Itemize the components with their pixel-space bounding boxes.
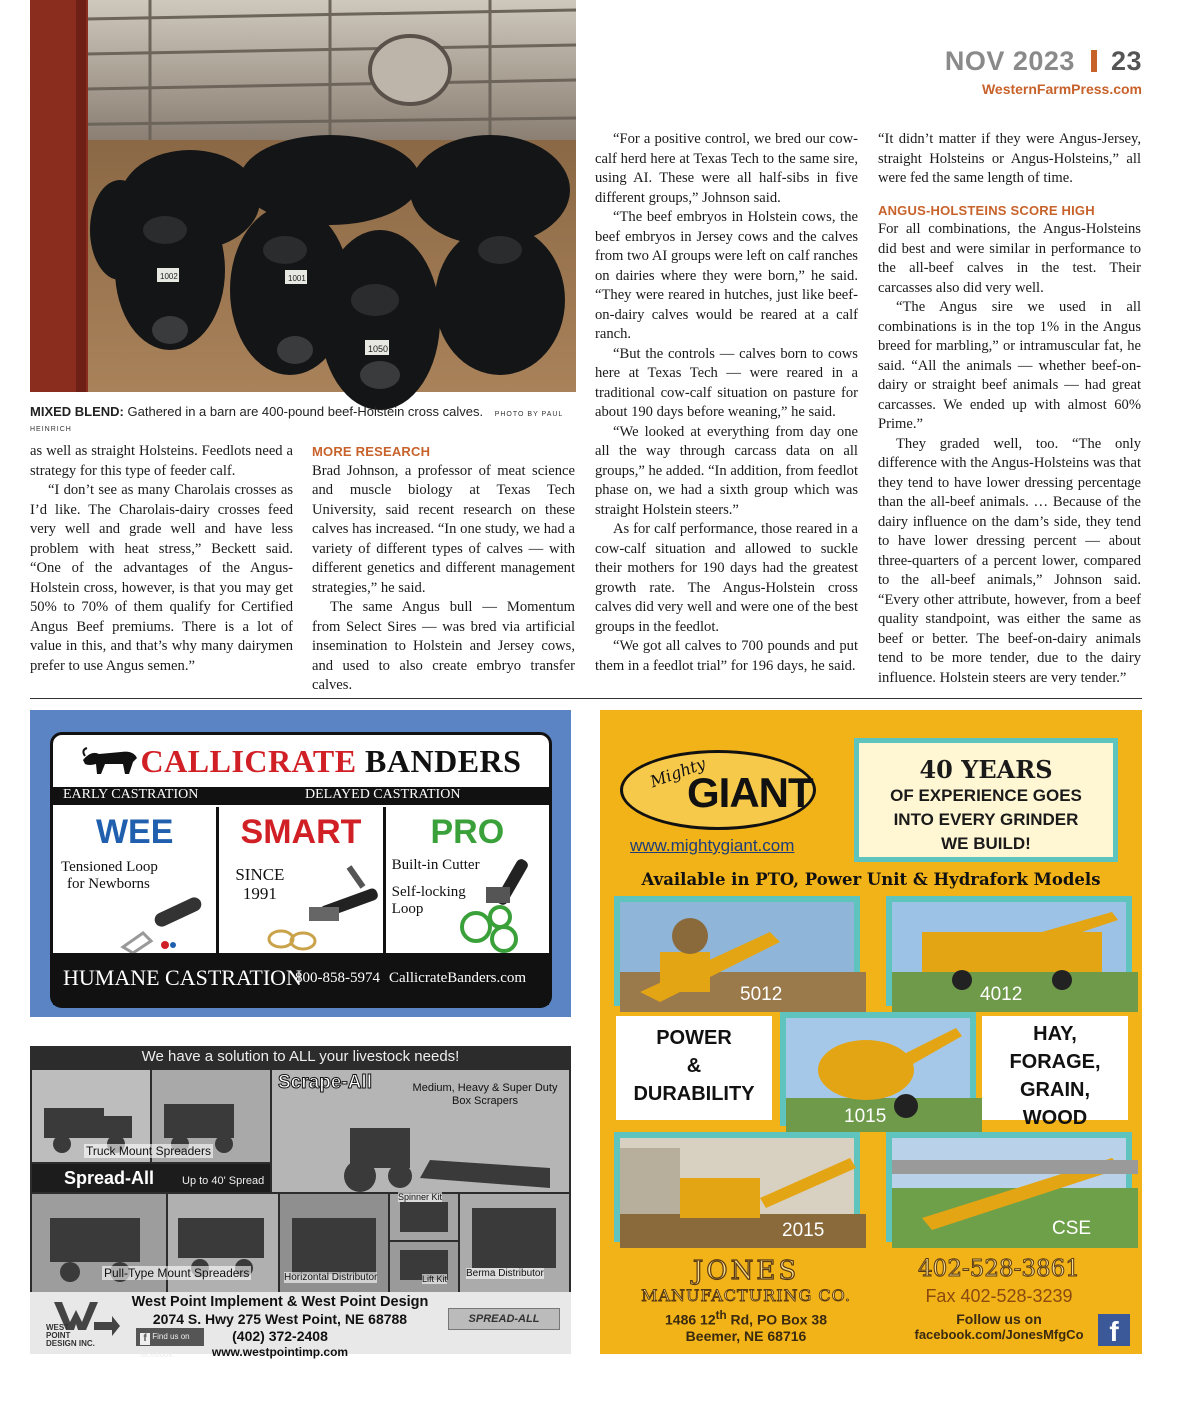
wee-desc-1: Tensioned Loop [61, 859, 158, 875]
ad-mighty-giant[interactable] [600, 710, 1142, 1354]
photo-credit: PHOTO BY PAUL HEINRICH [30, 411, 564, 433]
subhead-angus-holsteins: ANGUS-HOLSTEINS SCORE HIGH [878, 202, 1095, 218]
paragraph: “It didn’t matter if they were Angus-Jersey, straight Holsteins or Angus-Holsteins,” all were fed the same length of time. [878, 131, 1141, 186]
grinder-4012-photo [886, 896, 1132, 1006]
pro-desc-3: Loop [391, 901, 424, 917]
address-rest: Rd, PO Box 38 [726, 1311, 827, 1328]
box-scrapers-line-1: Medium, Heavy & Super Duty [412, 1082, 558, 1094]
paragraph: “The Angus sire we used in all combinations is in the top 1% in the Angus breed for marbling,” or intramuscular fat, he said. “All the animals — whether beef-on-dairy or straight beef animals — had great carcasses. We ended up with almost 60% Prime.” [878, 299, 1141, 432]
hay-forage-box [982, 1016, 1128, 1129]
truck-mount-label: Truck Mount Spreaders [86, 1144, 211, 1158]
header-divider [1091, 50, 1097, 72]
grinder-1015-photo [780, 1012, 976, 1126]
brand-black: BANDERS [365, 743, 522, 779]
conveyor-cse-image [892, 1138, 1138, 1248]
mighty-giant-website[interactable]: www.mightygiant.com [630, 836, 795, 855]
caption-lead: MIXED BLEND: [30, 404, 124, 419]
logo-giant: GIANT [687, 769, 813, 816]
model-cse-label: CSE [1052, 1218, 1092, 1239]
product-columns [53, 807, 549, 957]
callicrate-footer [53, 953, 549, 1005]
wee-bander-icon [113, 897, 213, 957]
pull-type-label: Pull-Type Mount Spreaders [104, 1266, 250, 1280]
experience-line-3: WE BUILD! [941, 834, 1031, 853]
facebook-icon[interactable]: f [1098, 1314, 1130, 1346]
ear-tag-2: 1001 [288, 274, 306, 283]
brand-red: CALLICRATE [140, 743, 357, 779]
callicrate-website[interactable]: CallicrateBanders.com [389, 970, 527, 986]
scrape-all-label: Scrape-All [278, 1072, 372, 1093]
power-durability-box [616, 1016, 772, 1120]
product-wee [53, 807, 219, 957]
facebook-icon: f [140, 1333, 150, 1345]
model-4012-label: 4012 [980, 984, 1023, 1005]
power-line-1: POWER [656, 1027, 732, 1049]
available-models: Available in PTO, Power Unit & Hydrafork Models [641, 870, 1101, 889]
pro-desc-2: Self-locking [391, 884, 466, 900]
product-smart [219, 807, 385, 957]
power-line-3: DURABILITY [633, 1083, 755, 1105]
wee-title: WEE [95, 813, 174, 851]
product-pro [386, 807, 549, 957]
mighty-giant-logo [620, 750, 816, 830]
section-divider [30, 698, 1142, 699]
ear-tag-1: 1002 [160, 272, 178, 281]
wee-desc-2: for Newborns [67, 876, 150, 892]
spread-all-label: Spread-All [64, 1168, 155, 1188]
subhead-more-research: MORE RESEARCH [312, 444, 431, 459]
smart-desc-1: SINCE [235, 865, 285, 884]
paragraph: “But the controls — calves born to cows here at Texas Tech — were reared in a traditional cow-calf situation on pasture for about 190 days before weaning,” he said. [595, 345, 858, 420]
bull-icon [81, 746, 139, 776]
article-column-3 [595, 130, 858, 676]
paragraph: The same Angus bull — Momentum from Select Sires — was bred via artificial insemination to Holstein and Jersey cows, and used to also create embryo transfer calves. [312, 599, 575, 693]
hay-line-3: GRAIN, [1020, 1079, 1090, 1101]
jones-fax: Fax 402-528-3239 [925, 1286, 1073, 1306]
castration-bar [53, 787, 549, 805]
logo-mighty: Mighty [647, 753, 709, 792]
page-header [945, 46, 1142, 97]
delayed-castration-label: DELAYED CASTRATION [305, 787, 461, 802]
wp-website[interactable]: www.westpointimp.com [211, 1345, 349, 1359]
grinder-2015-image [620, 1138, 866, 1248]
hay-line-2: FORAGE, [1009, 1051, 1101, 1073]
hay-line-1: HAY, [1033, 1023, 1077, 1045]
power-line-2: & [686, 1055, 702, 1077]
ad-brand [53, 743, 549, 780]
jones-address-line-2: Beemer, NE 68716 [685, 1327, 807, 1344]
article-column-4 [878, 130, 1141, 688]
box-scrapers-label [410, 1082, 560, 1108]
jones-phone[interactable]: 402-528-3861 [918, 1256, 1080, 1282]
experience-line-1: OF EXPERIENCE GOES [890, 786, 1082, 805]
pro-desc-1: Built-in Cutter [391, 857, 480, 873]
wp-phone[interactable]: (402) 372-2408 [232, 1328, 328, 1344]
paragraph: “For a positive control, we bred our cow-calf herd here at Texas Tech to the same sire, using AI. These were all half-sibs in five different groups,” Johnson said. [595, 131, 858, 206]
address-suffix: th [715, 1309, 727, 1322]
logo-line-2: POINT [46, 1331, 71, 1340]
jones-mfg: MANUFACTURING CO. [641, 1286, 851, 1305]
paragraph: For all combinations, the Angus-Holsteins did best and were similar in performance to the all-beef calves in the test. Their carcasses also did very well. [878, 221, 1141, 296]
west-point-footer [30, 1292, 571, 1359]
spread-all-badge: SPREAD-ALL [448, 1308, 560, 1330]
smart-bander-icon [259, 857, 384, 957]
horizontal-distributor-label: Horizontal Distributor [284, 1272, 378, 1283]
smart-title: SMART [240, 813, 362, 851]
jones-address-line-1 [620, 1309, 872, 1328]
facebook-badge-text: Find us on facebook. [140, 1332, 190, 1359]
wp-company-name: West Point Implement & West Point Design [131, 1294, 429, 1310]
photo-caption [30, 404, 576, 434]
cattle-photo [30, 0, 576, 392]
pro-title: PRO [430, 813, 505, 851]
spinner-kit-label: Spinner Kit [398, 1192, 443, 1202]
wp-tagline: We have a solution to ALL your livestock needs! [141, 1048, 460, 1065]
experience-box [854, 738, 1118, 862]
humane-castration: HUMANE CASTRATION [63, 965, 302, 990]
up-to-spread-label: Up to 40' Spread [182, 1175, 265, 1187]
paragraph: As for calf performance, those reared in a cow-calf situation and allowed to suckle their mothers for 190 days had the greatest growth rate. The Angus-Holstein cross calves did very well and were one of the best groups in the feedlot. [595, 521, 858, 635]
grinder-5012-photo [614, 896, 860, 1006]
cattle-illustration [30, 0, 576, 392]
lift-kit-label: Lift Kit [422, 1274, 448, 1284]
paragraph: “We got all calves to 700 pounds and put them in a feedlot trial” for 196 days, he said. [595, 638, 858, 674]
west-point-logo [40, 1300, 120, 1346]
conveyor-cse-photo [886, 1132, 1132, 1242]
model-2015-label: 2015 [782, 1220, 825, 1241]
paragraph: “We looked at everything from day one all the way through carcass data on all groups,” he added. “In addition, from feedlot phase on, we had a sixth group which was straight Holstein steers.” [595, 423, 859, 518]
model-1015-label: 1015 [844, 1106, 887, 1127]
box-scrapers-line-2: Box Scrapers [451, 1095, 519, 1107]
forty-years: 40 YEARS [919, 755, 1053, 784]
jones-name: JONES [692, 1256, 800, 1286]
article-column-1 [30, 442, 293, 676]
paragraph: Brad Johnson, a professor of meat science and muscle biology at Texas Tech University, said recent research on these calves has increased. “In one study, we had a variety of different types of calves — with different genetics and different management strategies,” he said. [312, 462, 575, 596]
follow-us-label: Follow us on [956, 1311, 1042, 1327]
wp-address: 2074 S. Hwy 275 West Point, NE 68788 [152, 1311, 408, 1327]
paragraph: “I don’t see as many Charolais crosses as I’d like. The Charolais-dairy crosses feed very well and grade well and have less problem with heat stress,” Beckett said. “One of the advantages of the Angus-Holstein cross, however, is that you may get 50% to 70% of them qualify for Certified Angus Beef premiums. There is a lot of value in this, and that’s why many dairymen prefer to use Angus semen.” [30, 482, 293, 674]
address-number: 1486 12 [665, 1311, 716, 1328]
logo-line-3: DESIGN INC. [46, 1339, 95, 1348]
jones-contact [896, 1256, 1102, 1342]
early-castration-label: EARLY CASTRATION [63, 787, 199, 802]
ear-tag-3: 1050 [368, 344, 389, 354]
paragraph: “The beef embryos in Holstein cows, the beef embryos in Jersey cows and the calves from two AI groups were left on calf ranches on dairies where they were born,” he said. “They were reared in hutches, just like beef-on-dairy calves would be reared at a calf ranch. [595, 209, 858, 342]
site-url: WesternFarmPress.com [981, 81, 1142, 97]
callicrate-phone[interactable]: 800-858-5974 [295, 970, 380, 986]
ad-west-point[interactable] [30, 1046, 571, 1359]
hay-line-4: WOOD [1022, 1107, 1088, 1129]
logo-line-1: WEST [46, 1323, 70, 1332]
jones-facebook-url[interactable]: facebook.com/JonesMfgCo [914, 1327, 1084, 1342]
caption-text: Gathered in a barn are 400-pound beef-Holstein cross calves. [127, 404, 484, 419]
paragraph: They graded well, too. “The only difference with the Angus-Holsteins was that they tend to have lower dressing percentage than the all-beef animals. … Because of the dairy influence on the dam’s side, they tend to have lower dressing percent — about three-quarters of a percent lower, compared to the all-beef animals,” Johnson said. “Every other attribute, however, from a beef quality standpoint, was either the same as beef or better. The beef-on-dairy animals tend to be more tender, due to the dairy influence. Holstein steers are very tender.” [878, 435, 1141, 686]
berma-distributor-label: Berma Distributor [466, 1268, 544, 1279]
smart-desc-2: 1991 [242, 884, 277, 903]
pro-bander-icon [446, 847, 556, 957]
grinder-2015-photo [614, 1132, 860, 1242]
paragraph: as well as straight Holsteins. Feedlots need a strategy for this type of feeder calf. [30, 443, 293, 479]
model-5012-label: 5012 [740, 984, 783, 1005]
experience-line-2: INTO EVERY GRINDER [893, 810, 1079, 829]
jones-company [620, 1256, 872, 1344]
page-number: 23 [1110, 46, 1142, 76]
ad-callicrate-banders[interactable] [30, 710, 571, 1017]
article-column-2 [312, 442, 575, 696]
issue-date: NOV 2023 [944, 46, 1075, 76]
